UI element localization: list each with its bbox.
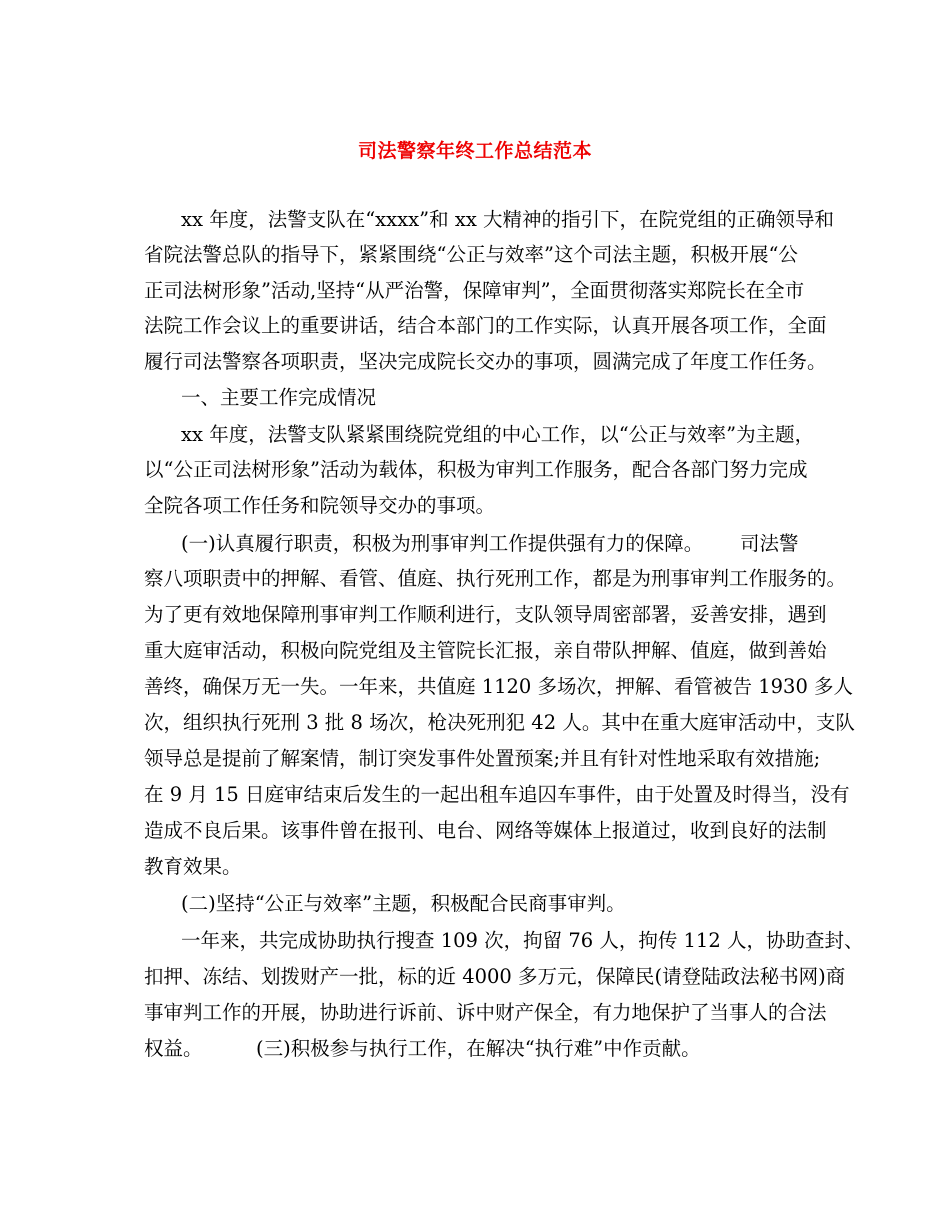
text-line: 司法警 bbox=[740, 532, 799, 555]
text-line: xx 年度，法警支队在“xxxx”和 xx 大精神的指引下，在院党组的正确领导和 bbox=[181, 208, 835, 231]
text-line: 为了更有效地保障刑事审判工作顺利进行，支队领导周密部署，妥善安排，遇到 bbox=[144, 603, 827, 626]
text-line: 正司法树形象”活动,坚持“从严治警，保障审判”，全面贯彻落实郑院长在全市 bbox=[144, 279, 805, 302]
text-line: 履行司法警察各项职责，坚决完成院长交办的事项，圆满完成了年度工作任务。 bbox=[144, 350, 827, 373]
text-line: 领导总是提前了解案情，制订突发事件处置预案;并且有针对性地采取有效措施; bbox=[144, 747, 821, 770]
document-title: 司法警察年终工作总结范本 bbox=[357, 140, 592, 162]
text-line: 省院法警总队的指导下，紧紧围绕“公正与效率”这个司法主题，积极开展“公 bbox=[144, 243, 798, 266]
subsection-heading: (一)认真履行职责，积极为刑事审判工作提供强有力的保障。 bbox=[181, 532, 704, 555]
text-line: 全院各项工作任务和院领导交办的事项。 bbox=[144, 494, 496, 517]
text-line: 一年来，共完成协助执行搜查 109 次，拘留 76 人，拘传 112 人，协助查封、 bbox=[181, 929, 864, 952]
text-line: 次，组织执行死刑 3 批 8 场次，枪决死刑犯 42 人。其中在重大庭审活动中，支队 bbox=[144, 711, 855, 734]
text-line: 察八项职责中的押解、看管、值庭、执行死刑工作，都是为刑事审判工作服务的。 bbox=[144, 567, 847, 590]
text-line: 权益。 bbox=[144, 1037, 203, 1060]
text-line: 善终，确保万无一失。一年来，共值庭 1120 多场次，押解、看管被告 1930 多人 bbox=[144, 675, 854, 698]
subsection-heading: (二)坚持“公正与效率”主题，积极配合民商事审判。 bbox=[181, 892, 626, 915]
text-line: 重大庭审活动，积极向院党组及主管院长汇报，亲自带队押解、值庭，做到善始 bbox=[144, 639, 827, 662]
text-line: 事审判工作的开展，协助进行诉前、诉中财产保全，有力地保护了当事人的合法 bbox=[144, 1001, 827, 1024]
text-line: 扣押、冻结、划拨财产一批，标的近 4000 多万元，保障民(请登陆政法秘书网)商 bbox=[144, 965, 846, 988]
text-line: xx 年度，法警支队紧紧围绕院党组的中心工作，以“公正与效率”为主题， bbox=[181, 423, 815, 446]
text-line: 以“公正司法树形象”活动为载体，积极为审判工作服务，配合各部门努力完成 bbox=[144, 458, 808, 481]
text-line: 教育效果。 bbox=[144, 855, 242, 878]
section-heading: 一、主要工作完成情况 bbox=[181, 386, 377, 409]
text-line: 造成不良后果。该事件曾在报刊、电台、网络等媒体上报道过，收到良好的法制 bbox=[144, 819, 827, 842]
text-line: 法院工作会议上的重要讲话，结合本部门的工作实际，认真开展各项工作，全面 bbox=[144, 314, 827, 337]
subsection-heading: (三)积极参与执行工作，在解决“执行难”中作贡献。 bbox=[256, 1037, 701, 1060]
text-line: 在 9 月 15 日庭审结束后发生的一起出租车追囚车事件，由于处置及时得当，没有 bbox=[144, 783, 850, 806]
